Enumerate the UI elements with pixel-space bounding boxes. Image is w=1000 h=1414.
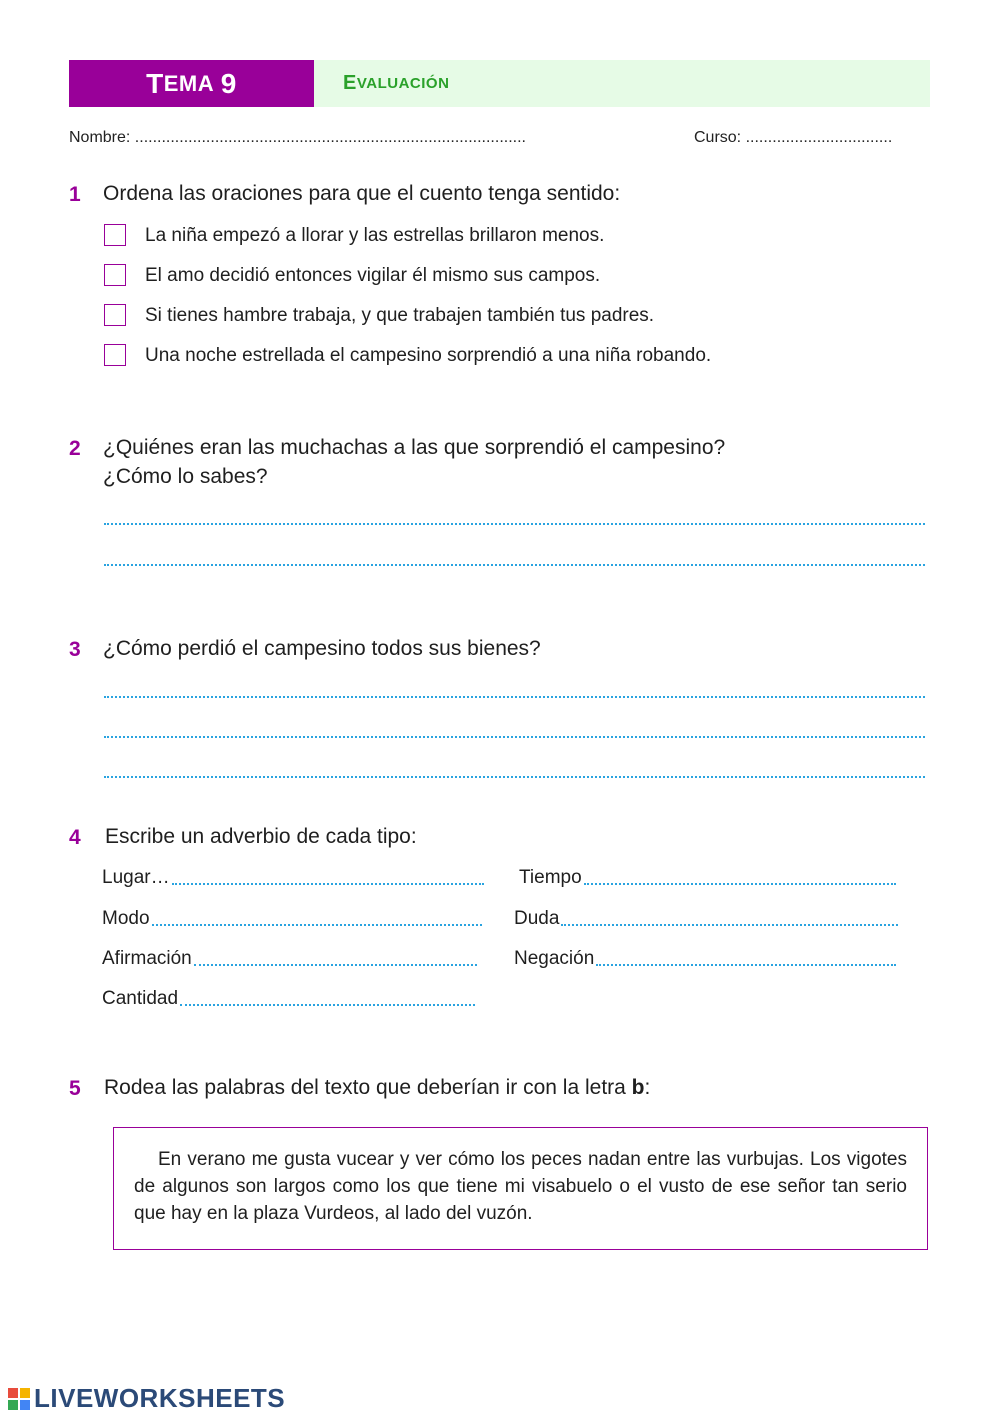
adverb-lugar-label: Lugar… — [102, 867, 170, 888]
adverb-duda[interactable] — [514, 908, 898, 930]
adverb-tiempo-label: Tiempo — [519, 867, 582, 888]
logo-mark-icon — [8, 1388, 30, 1410]
q1-number: 1 — [69, 183, 81, 206]
adverb-negacion[interactable] — [514, 948, 896, 970]
q5-number: 5 — [69, 1077, 81, 1100]
adverb-tiempo-line[interactable] — [584, 883, 896, 885]
evaluacion-header — [314, 60, 930, 107]
q1-option-4: Una noche estrellada el campesino sorprendió a una niña robando. — [145, 345, 712, 366]
q1-option-3: Si tienes hambre trabaja, y que trabajen también tus padres. — [145, 305, 655, 326]
adverb-afirmacion-label: Afirmación — [102, 948, 192, 969]
adverb-cantidad-label: Cantidad — [102, 988, 179, 1009]
q4-text: Escribe un adverbio de cada tipo: — [105, 825, 417, 848]
q2-number: 2 — [69, 437, 81, 460]
q3-answer-line-1[interactable] — [104, 696, 925, 698]
tema-rest: EMA — [163, 70, 215, 96]
adverb-afirmacion[interactable] — [102, 948, 477, 970]
logo-square-blue — [20, 1400, 30, 1410]
q5-text — [104, 1076, 650, 1100]
adverb-negacion-label: Negación — [514, 948, 595, 969]
q1-order-box-1[interactable] — [104, 224, 126, 246]
q2-answer-line-2[interactable] — [104, 564, 925, 566]
adverb-modo[interactable] — [102, 908, 482, 930]
course-field[interactable]: Curso: ................................. — [694, 129, 893, 146]
q5-passage-box — [113, 1127, 928, 1250]
q1-option-2: El amo decidió entonces vigilar él mismo sus campos. — [145, 265, 601, 286]
adverb-lugar[interactable] — [102, 867, 484, 889]
q5-bold-letter: b — [631, 1076, 645, 1099]
name-field[interactable]: Nombre: ........................................................................................ — [69, 129, 526, 146]
eval-first-letter: E — [343, 72, 357, 94]
adverb-negacion-line[interactable] — [596, 964, 896, 966]
q1-order-box-4[interactable] — [104, 344, 126, 366]
adverb-modo-line[interactable] — [152, 924, 482, 926]
logo-square-yellow — [20, 1388, 30, 1398]
q1-order-box-2[interactable] — [104, 264, 126, 286]
q3-answer-line-3[interactable] — [104, 776, 925, 778]
q3-answer-line-2[interactable] — [104, 736, 925, 738]
tema-number: 9 — [220, 67, 237, 99]
tema-first-letter: T — [146, 67, 164, 99]
q2-text-line2: ¿Cómo lo sabes? — [103, 465, 268, 488]
adverb-duda-label: Duda — [514, 908, 560, 929]
q2-text-line1: ¿Quiénes eran las muchachas a las que sorprendió el campesino? — [103, 436, 726, 459]
adverb-cantidad[interactable] — [102, 988, 475, 1010]
q3-text: ¿Cómo perdió el campesino todos sus bienes? — [103, 637, 541, 660]
logo-square-green — [8, 1400, 18, 1410]
q5-text-before: Rodea las palabras del texto que deberían ir con la letra — [104, 1076, 632, 1099]
eval-rest: VALUACIÓN — [356, 75, 450, 92]
q5-text-after: : — [644, 1076, 651, 1099]
adverb-tiempo[interactable] — [519, 867, 896, 889]
adverb-cantidad-line[interactable] — [180, 1004, 475, 1006]
q3-number: 3 — [69, 638, 81, 661]
liveworksheets-logo — [8, 1383, 285, 1414]
tema-header — [69, 60, 314, 107]
logo-text: LIVEWORKSHEETS — [34, 1383, 286, 1413]
q2-answer-line-1[interactable] — [104, 523, 925, 525]
q5-passage[interactable]: En verano me gusta vucear y ver cómo los peces nadan entre las vurbujas. Los vigotes de algunos son largos como los que tiene mi visabuelo o el vusto de ese señor tan serio que hay en la plaza Vurdeos, al lado del vuzón. — [134, 1149, 907, 1224]
q4-number: 4 — [69, 826, 81, 849]
q1-option-1: La niña empezó a llorar y las estrellas brillaron menos. — [145, 225, 605, 246]
q1-order-box-3[interactable] — [104, 304, 126, 326]
adverb-duda-line[interactable] — [561, 924, 898, 926]
q1-text: Ordena las oraciones para que el cuento tenga sentido: — [103, 182, 621, 205]
adverb-modo-label: Modo — [102, 908, 150, 929]
adverb-lugar-line[interactable] — [172, 883, 484, 885]
adverb-afirmacion-line[interactable] — [194, 964, 477, 966]
logo-square-red — [8, 1388, 18, 1398]
